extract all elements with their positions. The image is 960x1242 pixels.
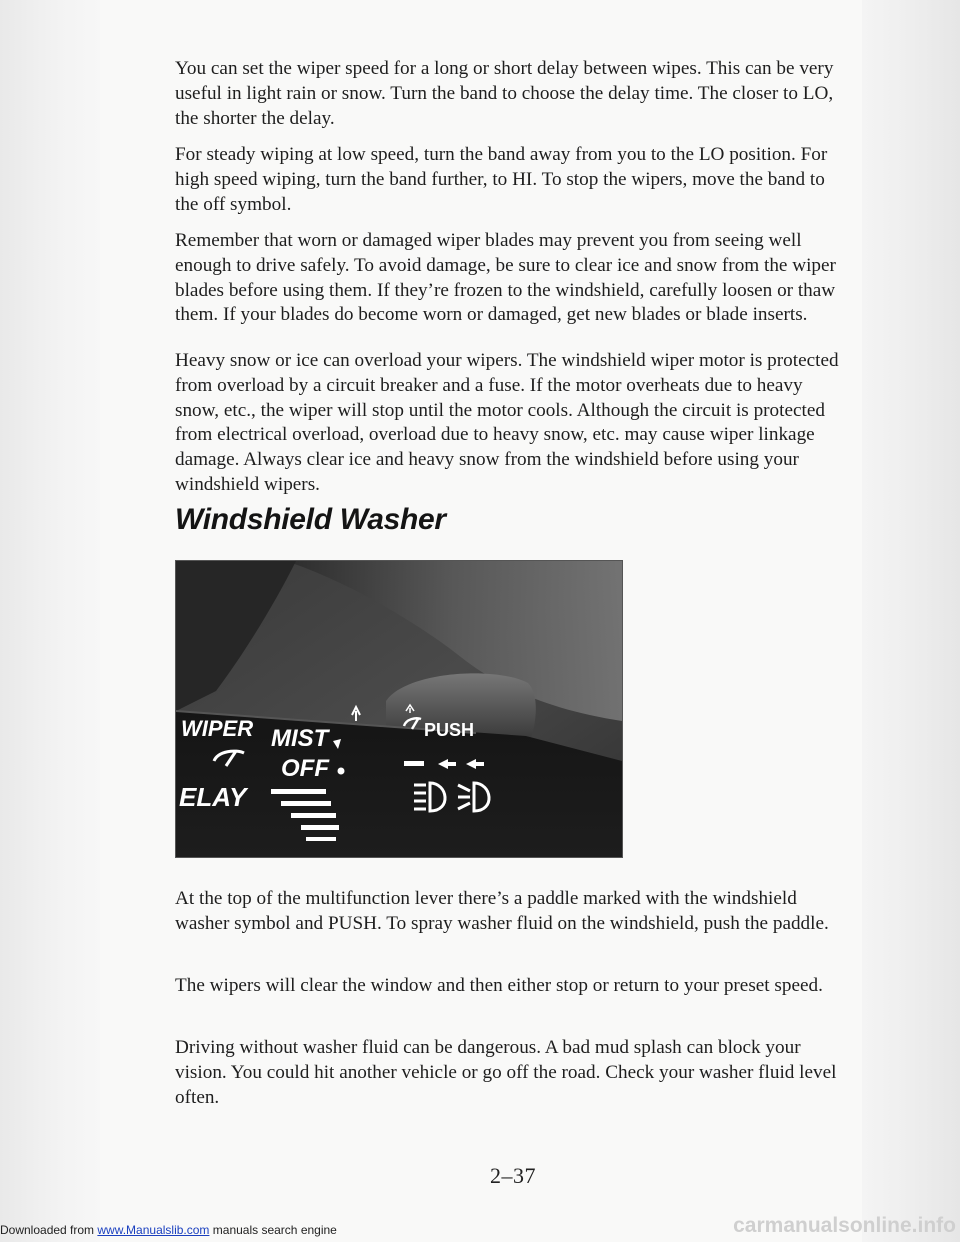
left-margin: [0, 0, 100, 1242]
wiper-label: WIPER: [181, 716, 254, 741]
mist-label: MIST: [271, 725, 329, 752]
lever-photo-illustration: [176, 561, 622, 857]
paragraph-washer-fluid: Driving without washer fluid can be dangerous. A bad mud splash can block your vision. You could hit another vehicle or go off the road. Check your washer fluid level often.: [175, 1037, 837, 1108]
paragraph-wipers-clear: The wipers will clear the window and then either stop or return to your preset speed.: [175, 975, 823, 996]
footer-prefix: Downloaded from: [0, 1223, 98, 1237]
off-label: OFF: [281, 755, 329, 782]
paragraph-worn-blades: Remember that worn or damaged wiper blades may prevent you from seeing well enough to drive safely. To avoid damage, be sure to clear ice and snow from the wiper blades before using them. If they’re frozen to the windshield, carefully loosen or thaw them. If your blades do become worn or damaged, get new blades or blade inserts.: [175, 230, 836, 326]
paragraph-heavy-snow: Heavy snow or ice can overload your wipers. The windshield wiper motor is protected from overload by a circuit breaker and a fuse. If the motor overheats due to heavy snow, etc., the wiper will stop until the motor cools. Although the circuit is protected from electrical overload, overload due to heavy snow, etc. may cause wiper linkage damage. Always clear ice and heavy snow from the windshield before using your windshield wipers.: [175, 350, 839, 495]
paragraph-delay: You can set the wiper speed for a long or short delay between wipes. This can be very useful in light rain or snow. Turn the band to choose the delay time. The closer to LO, the shorter the delay.: [175, 58, 834, 129]
multifunction-lever-photo: [175, 560, 623, 858]
paragraph-steady-wiping: For steady wiping at low speed, turn the band away from you to the LO position. For high speed wiping, turn the band further, to HI. To stop the wipers, move the band to the off symbol.: [175, 144, 828, 215]
push-label: PUSH: [424, 720, 475, 740]
footer-suffix: manuals search engine: [209, 1223, 337, 1237]
download-footer: [0, 1223, 337, 1237]
paragraph-paddle: At the top of the multifunction lever there’s a paddle marked with the windshield washer symbol and PUSH. To spray washer fluid on the windshield, push the paddle.: [175, 888, 829, 934]
section-heading: Windshield Washer: [175, 503, 446, 536]
manualslib-link[interactable]: www.Manualslib.com: [97, 1223, 210, 1237]
page-number: 2–37: [490, 1163, 536, 1188]
delay-label: ELAY: [179, 782, 247, 812]
watermark-text: carmanualsonline.info: [733, 1214, 956, 1237]
right-margin: [862, 0, 960, 1242]
